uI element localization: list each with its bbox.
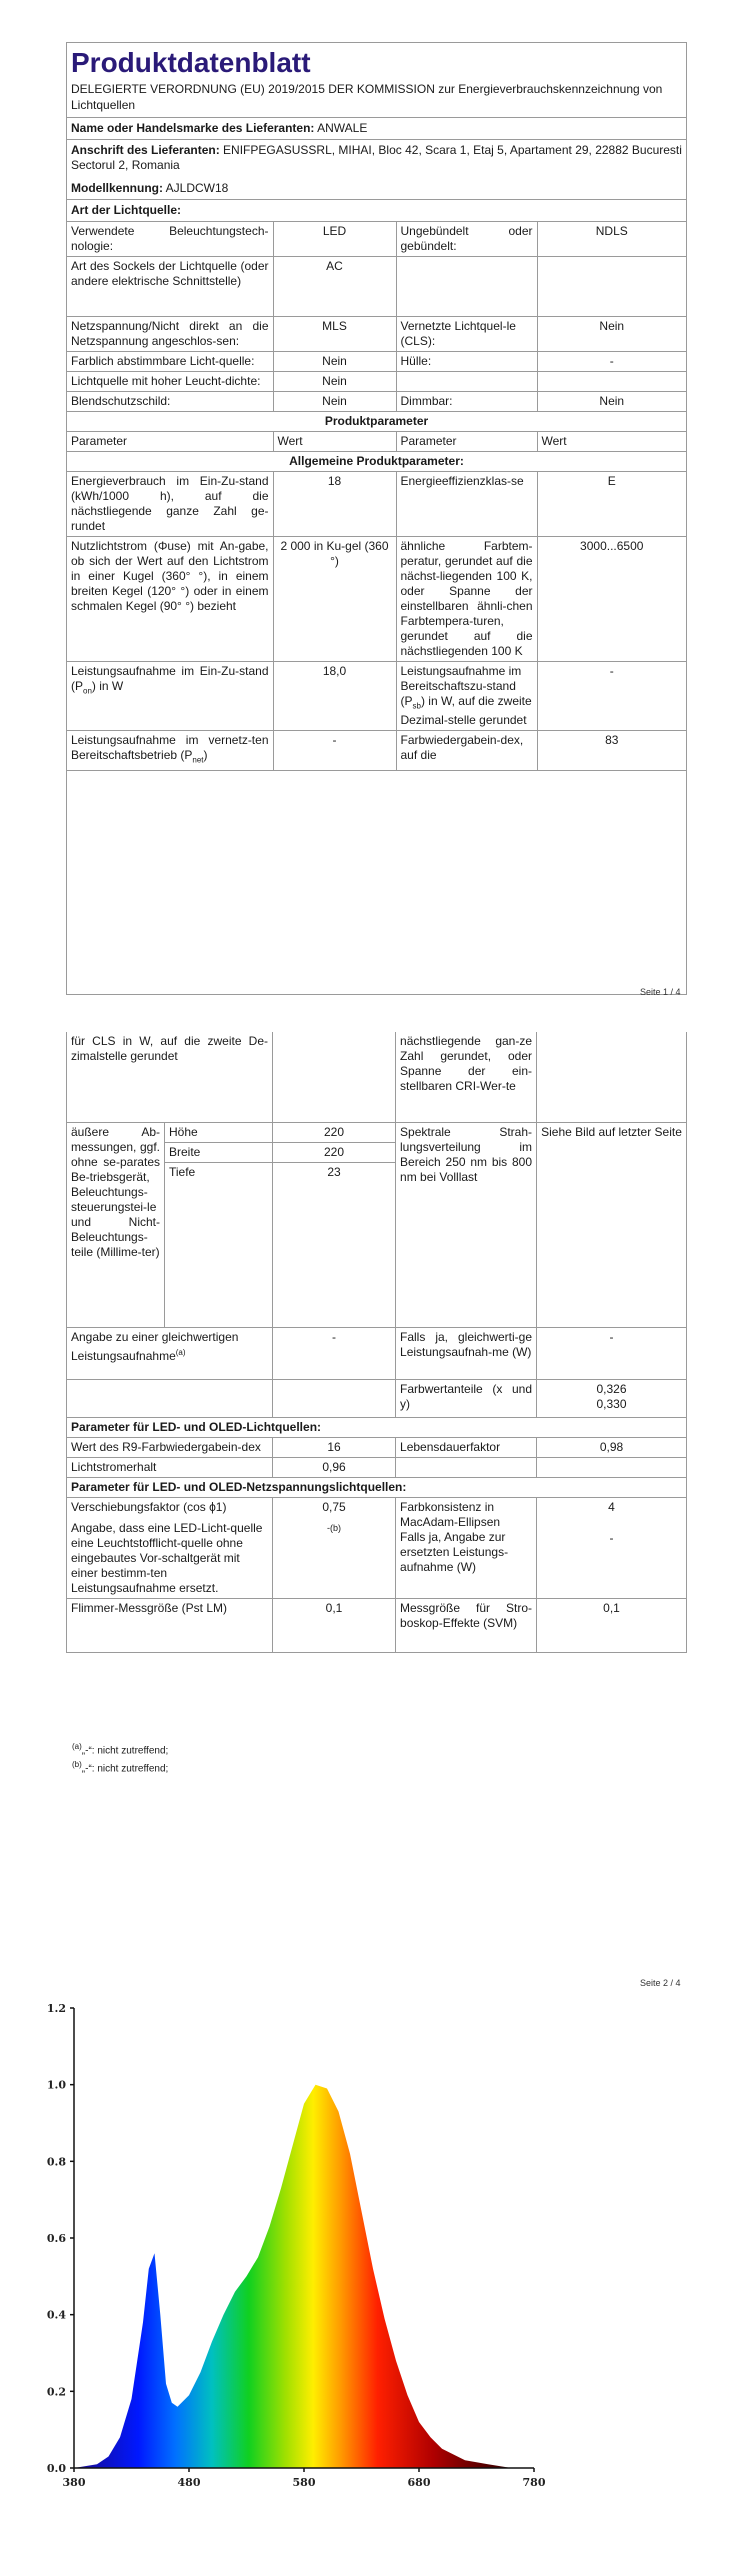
cos-phi-label: Verschiebungsfaktor (cos ϕ1) (71, 1499, 227, 1514)
empty-cell (396, 257, 537, 317)
column-header-value: Wert (273, 432, 396, 452)
mains-value: MLS (273, 317, 396, 352)
width-value: 220 (273, 1142, 396, 1162)
cos-phi-and-replacement-label (67, 1497, 273, 1598)
footnote-b (72, 1758, 168, 1776)
supplier-address-row (67, 140, 686, 200)
y-tick-label: 1.0 (46, 2078, 66, 2092)
standby-power-value: - (537, 662, 686, 731)
x-tick-label: 480 (177, 2476, 201, 2489)
y-tick-label: 1.2 (46, 2002, 66, 2015)
supplier-address-value: ENIFPEGASUSSRL, MIHAI, Bloc 42, Scara 1, Etaj 5, Apartament 29, 22882 Bucuresti Sectorul 2, Romania (71, 143, 682, 172)
page-number-2: Seite 2 / 4 (640, 1978, 681, 1988)
footnote-marker: (b) (72, 1760, 82, 1769)
text-part: ) (203, 748, 208, 763)
table-row (67, 452, 686, 472)
table-row (67, 372, 686, 392)
regulation-subtitle: DELEGIERTE VERORDNUNG (EU) 2019/2015 DER KOMMISSION zur Energieverbrauchskennzeichnung von Lichtquellen (71, 82, 663, 112)
text-part: Leistungsaufnahme im Bereitschaftszu-stand (P (400, 664, 522, 708)
survival-factor-value: 0,98 (537, 1437, 687, 1457)
y-tick-label: 0.2 (46, 2385, 66, 2399)
directional-label: Ungebündelt oder gebündelt: (396, 222, 537, 257)
x-tick-label: 680 (407, 2476, 431, 2489)
footnote-a (72, 1740, 168, 1758)
y-tick-label: 0.6 (46, 2232, 66, 2245)
luminous-flux-value: 2 000 in Ku-gel (360 °) (273, 537, 396, 662)
dimensions-label: äußere Ab-messungen, ggf. ohne se-parates Be-triebsgerät, Beleuchtungs-steuerungstei-le und Nicht-Beleuchtungs-teile (Millime-ter) (67, 1122, 165, 1327)
depth-value: 23 (273, 1162, 396, 1327)
column-header-parameter: Parameter (67, 432, 273, 452)
x-tick-label: 780 (522, 2476, 546, 2489)
page-title: Produktdatenblatt (71, 47, 311, 78)
networked-standby-label (67, 731, 273, 770)
table-row (67, 537, 686, 662)
subscript: sb (412, 701, 421, 711)
cri-value: 83 (537, 731, 686, 770)
table-row (67, 662, 686, 731)
lumen-maintenance-label: Lichtstromerhalt (67, 1457, 273, 1477)
x-tick-label: 380 (62, 2476, 86, 2489)
table-row (67, 1477, 687, 1497)
mls-parameters-heading: Parameter für LED- und OLED-Netzspannungslichtquellen: (67, 1477, 687, 1497)
table-header-row (67, 432, 686, 452)
table-row (67, 1437, 687, 1457)
dimmable-value: Nein (537, 392, 686, 412)
cos-phi-and-replacement-value (273, 1497, 396, 1598)
empty-cell (396, 372, 537, 392)
on-mode-power-label (67, 662, 273, 731)
energy-consumption-label: Energieverbrauch im Ein-Zu-stand (kWh/1000 h), auf die nächstliegende ganze Zahl ge-rundet (67, 472, 273, 537)
cct-label: ähnliche Farbtem-peratur, gerundet auf die nächst-liegenden 100 K, oder Spanne der einstellbaren ähnli-chen Farbtempera-turen, gerundet auf die nächstliegenden 100 K (396, 537, 537, 662)
cap-type-value: AC (273, 257, 396, 317)
replacement-claim-label: Angabe, dass eine LED-Licht-quelle eine Leuchtstofflicht-quelle ohne eingebautes Vor-schaltgerät mit einer bestimm-ten Leistungsaufnahme ersetzt. (71, 1520, 263, 1595)
empty-cell (273, 1379, 396, 1417)
networked-standby-label-cont: für CLS in W, auf die zweite De-zimalstelle gerundet (67, 1032, 273, 1122)
stroboscopic-value: 0,1 (537, 1598, 687, 1652)
cri-label-cont: nächstliegende gan-ze Zahl gerundet, oder Spanne der ein-stellbaren CRI-Wer-te (396, 1032, 537, 1122)
energy-class-value: E (537, 472, 686, 537)
footnote-text: „-“: nicht zutreffend; (81, 1745, 169, 1757)
empty-cell (537, 1032, 687, 1122)
chromaticity-value (537, 1379, 687, 1417)
replaced-power-label: Falls ja, Angabe zur ersetzten Leistungs-aufnahme (W) (400, 1529, 509, 1574)
envelope-value: - (537, 352, 686, 372)
general-parameters-heading: Allgemeine Produktparameter: (67, 452, 686, 472)
subscript: on (83, 686, 92, 696)
cap-type-label: Art des Sockels der Lichtquelle (oder andere elektrische Schnittstelle) (67, 257, 273, 317)
table-row (67, 1417, 687, 1437)
supplier-name-value: ANWALE (317, 121, 368, 135)
chromaticity-y: 0,330 (596, 1396, 627, 1411)
anti-glare-value: Nein (273, 392, 396, 412)
spectrum-area (74, 2085, 534, 2468)
standby-power-label (396, 662, 537, 731)
equivalent-power-w-label: Falls ja, gleichwerti-ge Leistungsaufnah-me (W) (396, 1327, 537, 1379)
y-tick-label: 0.4 (46, 2308, 66, 2322)
text-part: ) in W (91, 679, 124, 693)
stroboscopic-label: Messgröße für Stro-boskop-Effekte (SVM) (396, 1598, 537, 1652)
spectral-distribution-label: Spektrale Strah-lungsverteilung im Bereich 250 nm bis 800 nm bei Volllast (396, 1122, 537, 1327)
depth-label: Tiefe (165, 1162, 273, 1327)
table-row (67, 412, 686, 432)
lamp-type-heading: Art der Lichtquelle: (67, 200, 686, 222)
y-tick-label: 0.8 (46, 2155, 66, 2169)
spectral-distribution-value: Siehe Bild auf letzter Seite (537, 1122, 687, 1327)
connected-value: Nein (537, 317, 686, 352)
footnote-marker: (a) (72, 1742, 82, 1751)
footnote-text: „-“: nicht zutreffend; (81, 1763, 169, 1775)
cct-value: 3000...6500 (537, 537, 686, 662)
table-row (67, 257, 686, 317)
datasheet-page-2 (66, 1032, 687, 1726)
x-tick-label: 580 (292, 2476, 316, 2489)
model-value: AJLDCW18 (165, 181, 229, 195)
supplier-address-label: Anschrift des Lieferanten: (71, 143, 220, 157)
colour-consistency-label: Farbkonsistenz in MacAdam-Ellipsen (400, 1499, 501, 1529)
document-header (67, 43, 686, 118)
networked-standby-value: - (273, 731, 396, 770)
consistency-and-replaced-power-label (396, 1497, 537, 1598)
text-part: ) in W, auf die zweite Dezimal-stelle gerundet (400, 694, 532, 728)
equivalent-power-w-value: - (537, 1327, 687, 1379)
colour-tunable-label: Farblich abstimmbare Licht-quelle: (67, 352, 273, 372)
lighting-technology-value: LED (273, 222, 396, 257)
energy-consumption-value: 18 (273, 472, 396, 537)
equivalent-power-label (67, 1327, 273, 1379)
consistency-and-replaced-power-value (537, 1497, 687, 1598)
anti-glare-label: Blendschutzschild: (67, 392, 273, 412)
superscript: (a) (175, 1347, 186, 1357)
spectrum-chart-svg (34, 1988, 554, 2498)
replaced-power-value: - (609, 1530, 614, 1545)
colour-tunable-value: Nein (273, 352, 396, 372)
parameter-table-continued (66, 1032, 687, 1653)
colour-consistency-value: 4 (608, 1499, 615, 1514)
subscript: net (192, 755, 204, 765)
text-part: Leistungsaufnahme im vernetz-ten Bereitschaftsbetrieb (P (71, 733, 269, 763)
high-luminance-label: Lichtquelle mit hoher Leucht-dichte: (67, 372, 273, 392)
r9-value: 16 (273, 1437, 396, 1457)
luminous-flux-label: Nutzlichtstrom (Φuse) mit An-gabe, ob sich der Wert auf den Lichtstrom in einer Kugel (360° °), in einem breiten Kegel (120° °) oder in einem schmalen Kegel (90° °) bezieht (67, 537, 273, 662)
cos-phi-value: 0,75 (322, 1499, 346, 1514)
text-part: Angabe zu einer gleichwertigen Leistungsaufnahme (71, 1329, 239, 1363)
height-value: 220 (273, 1122, 396, 1142)
column-header-value: Wert (537, 432, 686, 452)
empty-cell (537, 1457, 687, 1477)
product-parameters-heading: Produktparameter (67, 412, 686, 432)
spectrum-chart (34, 1988, 554, 2498)
lumen-maintenance-value: 0,96 (273, 1457, 396, 1477)
connected-label: Vernetzte Lichtquel-le (CLS): (396, 317, 537, 352)
table-row (67, 1122, 687, 1142)
table-row (67, 731, 686, 770)
cri-label: Farbwiedergabein-dex, auf die (396, 731, 537, 770)
on-mode-power-value: 18,0 (273, 662, 396, 731)
flicker-label: Flimmer-Messgröße (Pst LM) (67, 1598, 273, 1652)
table-row (67, 1497, 687, 1598)
dimmable-label: Dimmbar: (396, 392, 537, 412)
table-row (67, 1032, 687, 1122)
empty-cell (67, 1379, 273, 1417)
table-row (67, 317, 686, 352)
lighting-technology-label: Verwendete Beleuchtungstech-nologie: (67, 222, 273, 257)
replacement-claim-value: -(b) (327, 1522, 342, 1533)
table-row (67, 1457, 687, 1477)
energy-class-label: Energieeffizienzklas-se (396, 472, 537, 537)
led-parameters-heading: Parameter für LED- und OLED-Lichtquellen: (67, 1417, 687, 1437)
table-row (67, 1379, 687, 1417)
chromaticity-x: 0,326 (596, 1381, 627, 1396)
empty-cell (537, 257, 686, 317)
table-row (67, 392, 686, 412)
survival-factor-label: Lebensdauerfaktor (396, 1437, 537, 1457)
datasheet-page-1 (66, 42, 687, 995)
table-row (67, 222, 686, 257)
high-luminance-value: Nein (273, 372, 396, 392)
supplier-name-label: Name oder Handelsmarke des Lieferanten: (71, 121, 315, 135)
empty-cell (396, 1457, 537, 1477)
chromaticity-label: Farbwertanteile (x und y) (396, 1379, 537, 1417)
width-label: Breite (165, 1142, 273, 1162)
height-label: Höhe (165, 1122, 273, 1142)
directional-value: NDLS (537, 222, 686, 257)
table-row (67, 1598, 687, 1652)
empty-cell (273, 1032, 396, 1122)
model-label: Modellkennung: (71, 181, 163, 195)
table-row (67, 472, 686, 537)
text-part: Leistungsaufnahme im Ein-Zu-stand (P (71, 664, 269, 693)
table-row (67, 352, 686, 372)
y-tick-label: 0.0 (46, 2462, 66, 2475)
equivalent-power-value: - (273, 1327, 396, 1379)
envelope-label: Hülle: (396, 352, 537, 372)
empty-cell (537, 372, 686, 392)
parameter-table (67, 222, 686, 771)
mains-label: Netzspannung/Nicht direkt an die Netzspannung angeschlos-sen: (67, 317, 273, 352)
flicker-value: 0,1 (273, 1598, 396, 1652)
page-number-1: Seite 1 / 4 (640, 987, 681, 997)
r9-label: Wert des R9-Farbwiedergabein-dex (67, 1437, 273, 1457)
table-row (67, 1327, 687, 1379)
column-header-parameter: Parameter (396, 432, 537, 452)
supplier-name-row (67, 118, 686, 140)
